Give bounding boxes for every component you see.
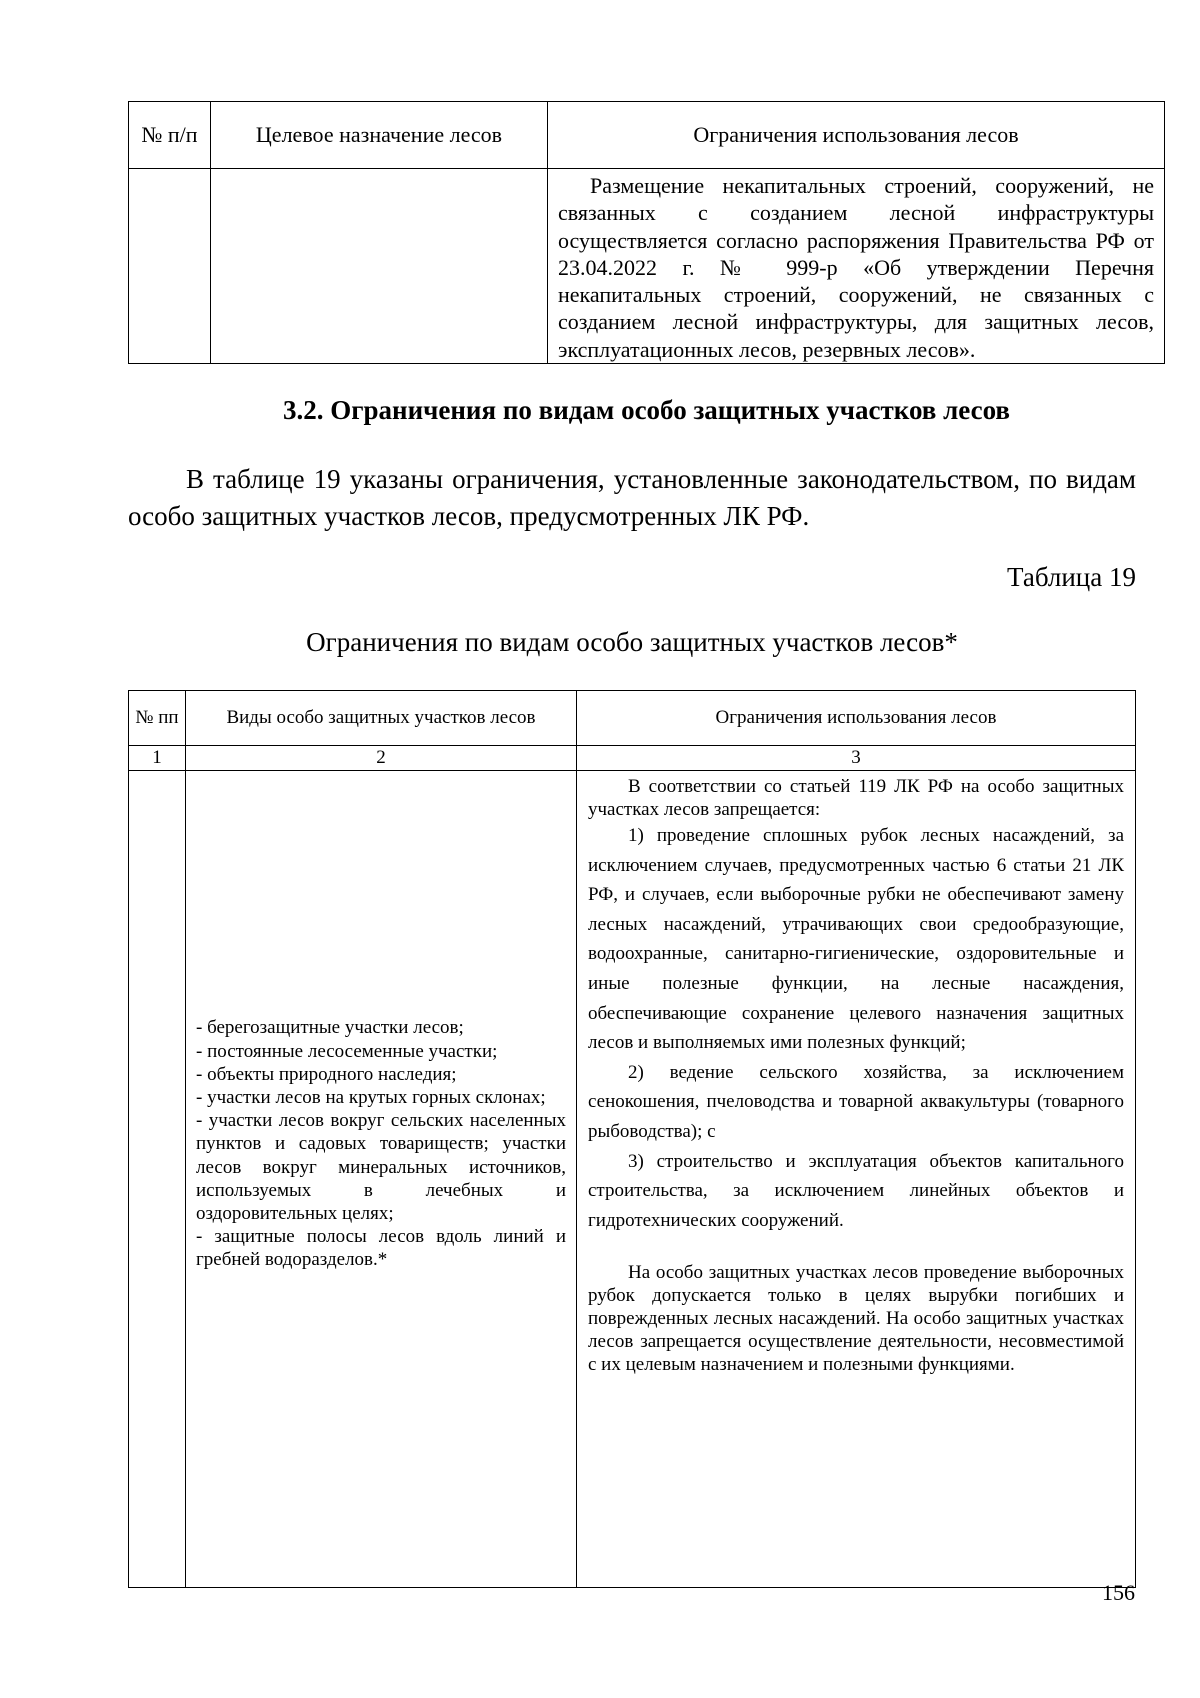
list-item: - постоянные лесосеменные участки; bbox=[196, 1040, 498, 1062]
list-item: - защитные полосы лесов вдоль линий и гребней водоразделов.* bbox=[196, 1226, 566, 1271]
list-item: - объекты природного наследия; bbox=[196, 1063, 457, 1085]
restrictions-intro: В соответствии со статьей 119 ЛК РФ на особо защитных участках лесов запрещается: bbox=[588, 776, 1124, 820]
row-purpose-cell bbox=[211, 169, 548, 364]
column-number-3: 3 bbox=[577, 746, 1136, 771]
table-title: Ограничения по видам особо защитных участков лесов* bbox=[306, 627, 958, 657]
page-number: 156 bbox=[1102, 1580, 1135, 1605]
header-number: № пп bbox=[129, 691, 186, 746]
header-number: № п/п bbox=[129, 102, 211, 169]
list-item: - участки лесов вокруг сельских населенных пунктов и садовых товариществ; участки лесов вокруг минеральных источников, используемых в лечебных и оздоровительных целях; bbox=[196, 1110, 566, 1224]
table-header-row bbox=[129, 102, 1165, 169]
table-row bbox=[129, 169, 1165, 364]
column-number-2: 2 bbox=[186, 746, 577, 771]
restrictions-final: На особо защитных участках лесов проведение выборочных рубок допускается только в целях вырубки погибших и поврежденных лесных насаждений. На особо защитных участках лесов запрещается осуществление деятельности, несовместимой с их целевым назначением и полезными функциями. bbox=[588, 1262, 1124, 1376]
list-item: - участки лесов на крутых горных склонах; bbox=[196, 1086, 546, 1108]
header-restrictions: Ограничения использования лесов bbox=[577, 691, 1136, 746]
section-heading: 3.2. Ограничения по видам особо защитных участков лесов bbox=[283, 395, 1010, 425]
protective-areas-table bbox=[128, 690, 1136, 1588]
row-restrictions-cell bbox=[548, 169, 1165, 364]
header-restrictions: Ограничения использования лесов bbox=[548, 102, 1165, 169]
restriction-item-2: 2) ведение сельского хозяйства, за исключением сенокошения, пчеловодства и товарной аквакультуры (товарного рыбоводства); с bbox=[588, 1061, 1124, 1142]
restriction-item-3: 3) строительство и эксплуатация объектов капитального строительства, за исключением линейных объектов и гидротехнических сооружений. bbox=[588, 1150, 1124, 1231]
area-types-cell bbox=[186, 771, 577, 1588]
header-forest-purpose: Целевое назначение лесов bbox=[211, 102, 548, 169]
list-item: - берегозащитные участки лесов; bbox=[196, 1017, 464, 1039]
restrictions-cell bbox=[577, 771, 1136, 1588]
restrictions-table-continued bbox=[128, 101, 1165, 364]
table-row bbox=[129, 771, 1136, 1588]
table-header-row bbox=[129, 691, 1136, 746]
restriction-item-1: 1) проведение сплошных рубок лесных насаждений, за исключением случаев, предусмотренных частью 6 статьи 21 ЛК РФ, и случаев, если выборочные рубки не обеспечивают замену лесных насаждений, утрачивающих свои средообразующие, водоохранные, санитарно-гигиенические, оздоровительные и иные полезные функции, на лесные насаждения, обеспечивающие сохранение целевого назначения защитных лесов и выполняемых ими полезных функций; bbox=[588, 825, 1124, 1054]
restrictions-text: Размещение некапитальных строений, сооружений, не связанных с созданием лесной инфраструктуры осуществляется согласно распоряжения Правительства РФ от 23.04.2022 г. № 999-р «Об утверждении Перечня некапитальных строений, сооружений, не связанных с созданием лесной инфраструктуры, для защитных лесов, эксплуатационных лесов, резервных лесов». bbox=[558, 173, 1154, 362]
column-numbers-row bbox=[129, 746, 1136, 771]
column-number-1: 1 bbox=[129, 746, 186, 771]
header-area-types: Виды особо защитных участков лесов bbox=[186, 691, 577, 746]
section-paragraph: В таблице 19 указаны ограничения, установленные законодательством, по видам особо защитных участков лесов, предусмотренных ЛК РФ. bbox=[128, 464, 1136, 531]
row-number-cell bbox=[129, 771, 186, 1588]
table-number-label: Таблица 19 bbox=[1007, 562, 1136, 592]
row-number-cell bbox=[129, 169, 211, 364]
